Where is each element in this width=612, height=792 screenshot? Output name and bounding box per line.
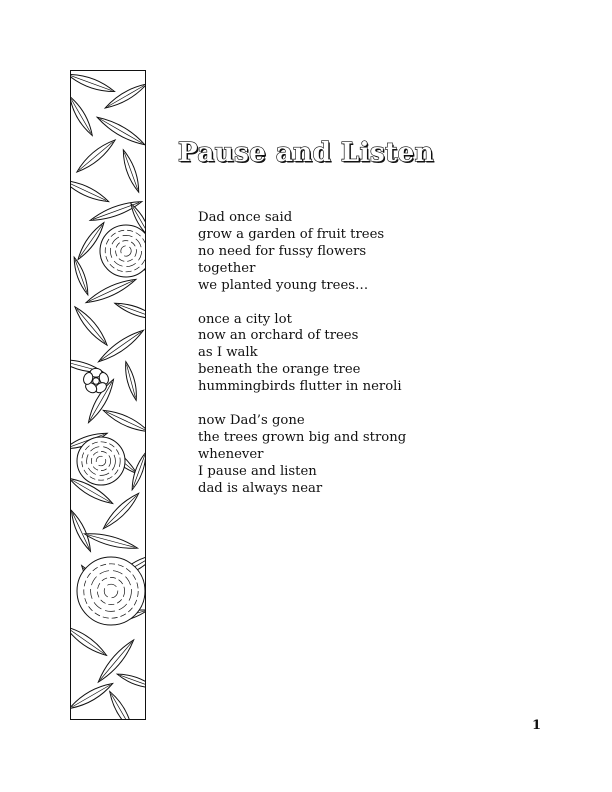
poem-line: Dad once said <box>198 210 293 225</box>
stanza-3 <box>198 413 528 498</box>
poem-title: Pause and Listen <box>178 138 435 168</box>
decorative-border-illustration <box>70 70 146 720</box>
poem-body <box>198 210 528 515</box>
leaf-icon <box>71 680 115 713</box>
poem-line: no need for fussy flowers <box>198 243 367 259</box>
page-number: 1 <box>532 718 542 733</box>
leaf-icon <box>83 530 138 553</box>
leaf-icon <box>113 300 146 323</box>
leaf-icon <box>84 275 138 306</box>
leaf-icon <box>71 71 116 96</box>
leaf-icon <box>120 148 143 193</box>
poem-line: beneath the orange tree <box>198 362 361 378</box>
leaf-icon <box>71 304 110 348</box>
leaf-icon <box>71 256 91 296</box>
poem-line: together <box>198 260 256 276</box>
leaf-icon <box>103 81 146 112</box>
orange-icon <box>77 557 145 625</box>
poem-line: now an orchard of trees <box>198 328 359 344</box>
leaf-icon <box>116 671 146 691</box>
poem-line: we planted young trees… <box>198 277 369 293</box>
leaf-icon <box>96 327 146 366</box>
leaf-icon <box>122 361 139 401</box>
poem-line: once a city lot <box>198 311 292 327</box>
poem-line: as I walk <box>198 345 258 361</box>
leaf-icon <box>71 95 96 138</box>
poem-line: whenever <box>198 446 264 462</box>
orange-icon <box>77 437 125 485</box>
leaf-icon <box>71 509 94 553</box>
poem-line: I pause and listen <box>198 463 317 479</box>
poem-line: the trees grown big and strong <box>198 429 407 445</box>
leaf-icon <box>74 136 118 175</box>
stanza-1 <box>198 210 528 295</box>
poem-line: now Dad’s gone <box>198 413 305 429</box>
leaves-and-oranges-icon <box>71 71 146 720</box>
leaf-icon <box>95 113 146 148</box>
leaf-icon <box>71 623 109 659</box>
leaf-icon <box>101 406 146 435</box>
poem-line: hummingbirds flutter in neroli <box>198 379 402 395</box>
leaf-icon <box>71 176 111 205</box>
leaf-icon <box>106 690 135 720</box>
poem-line: dad is always near <box>198 480 323 496</box>
orange-icon <box>100 225 146 277</box>
poem-line: grow a garden of fruit trees <box>198 226 385 242</box>
stanza-2 <box>198 312 528 397</box>
